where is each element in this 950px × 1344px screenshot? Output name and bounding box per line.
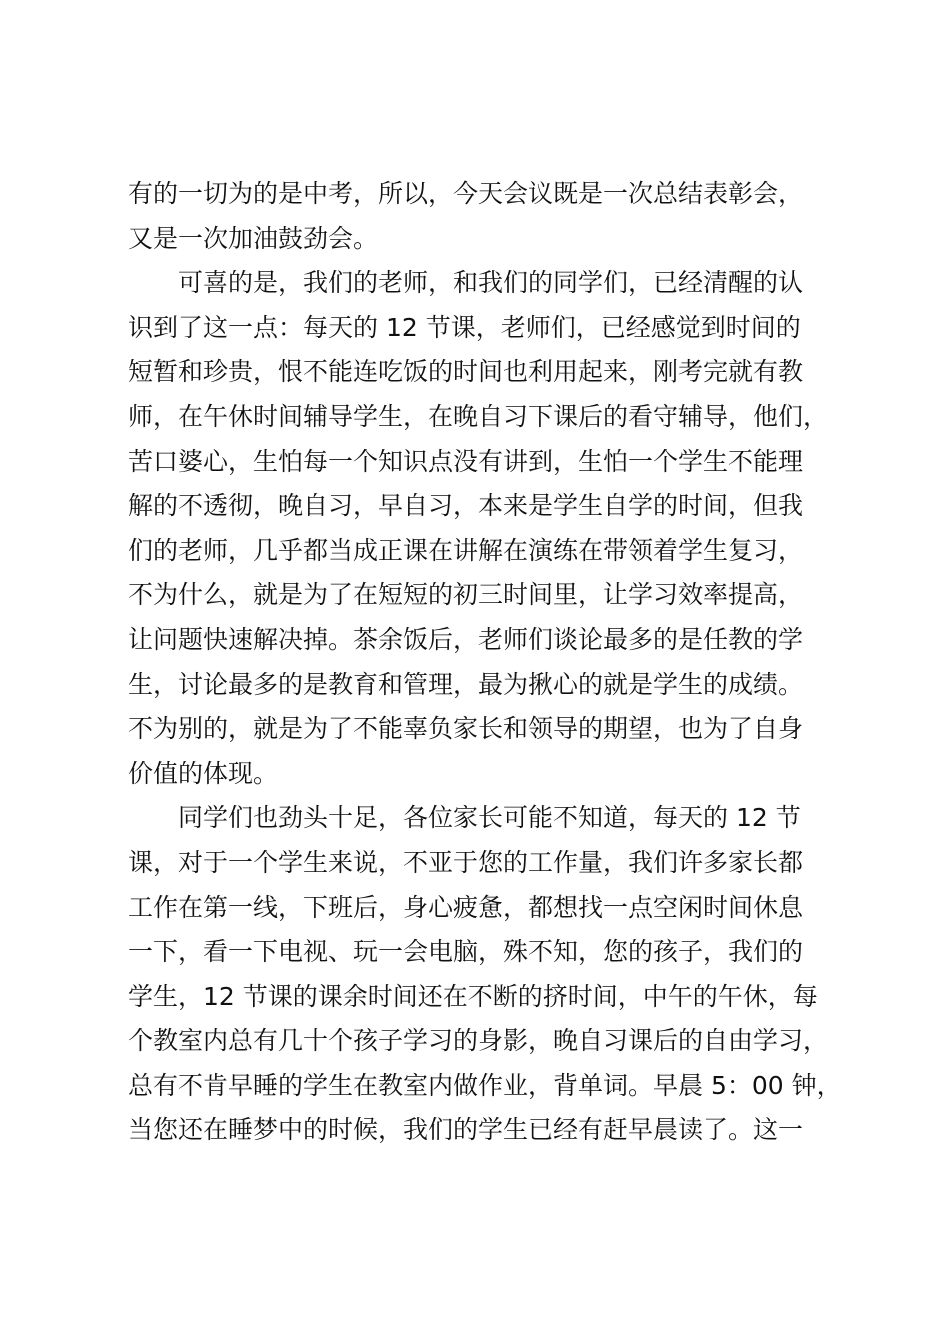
body-text [128,172,868,1153]
text-line: 苦口婆心，生怕每一个知识点没有讲到，生怕一个学生不能理 [128,446,804,476]
paragraph-2 [128,261,868,796]
text-line: 又是一次加油鼓劲会。 [128,223,379,253]
text-line: 同学们也劲头十足，各位家长可能不知道，每天的 12 节 [178,803,801,833]
text-line: 一下，看一下电视、玩一会电脑，殊不知，您的孩子，我们的 [128,937,804,967]
text-line: 可喜的是，我们的老师，和我们的同学们，已经清醒的认 [178,268,804,298]
paragraph-3 [128,796,868,1153]
text-line: 不为什么，就是为了在短短的初三时间里，让学习效率提高， [128,580,804,610]
text-line: 当您还在睡梦中的时候，我们的学生已经有赶早晨读了。这一 [128,1115,804,1145]
text-line: 总有不肯早睡的学生在教室内做作业，背单词。早晨 5：00 钟， [128,1070,842,1100]
text-line: 师，在午休时间辅导学生，在晚自习下课后的看守辅导，他们， [128,401,829,431]
text-line: 生，讨论最多的是教育和管理，最为揪心的就是学生的成绩。 [128,669,804,699]
text-line: 学生，12 节课的课余时间还在不断的挤时间，中午的午休，每 [128,981,818,1011]
text-line: 让问题快速解决掉。茶余饭后，老师们谈论最多的是任教的学 [128,624,804,654]
text-line: 有的一切为的是中考，所以，今天会议既是一次总结表彰会， [128,179,804,208]
text-line: 短暂和珍贵，恨不能连吃饭的时间也利用起来，刚考完就有教 [128,357,804,387]
text-line: 工作在第一线，下班后，身心疲惫，都想找一点空闲时间休息 [128,892,804,922]
text-line: 们的老师，几乎都当成正课在讲解在演练在带领着学生复习， [128,535,804,565]
text-line: 识到了这一点：每天的 12 节课，老师们，已经感觉到时间的 [128,312,801,342]
paragraph-1 [128,172,868,261]
text-line: 解的不透彻，晚自习，早自习，本来是学生自学的时间，但我 [128,491,804,521]
text-line: 个教室内总有几十个孩子学习的身影，晚自习课后的自由学习， [128,1026,829,1056]
text-line: 课，对于一个学生来说，不亚于您的工作量，我们许多家长都 [128,847,804,877]
text-line: 不为别的，就是为了不能辜负家长和领导的期望，也为了自身 [128,714,804,744]
text-line: 价值的体现。 [128,758,279,788]
